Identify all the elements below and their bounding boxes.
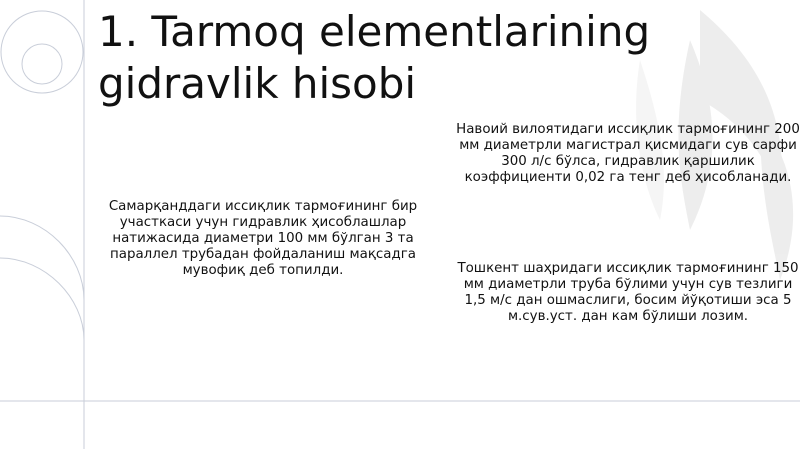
paragraph-right-top: Навоий вилоятидаги иссиқлик тармоғининг 200 мм диаметрли магистрал қисмидаги сув сарфи 300 л/с бўлса, гидравлик қаршилик коэффициенти 0,02 га тенг деб ҳисобланади.	[456, 122, 800, 185]
outer-circle	[1, 11, 83, 93]
inner-circle	[22, 44, 62, 84]
slide-title: 1. Tarmoq elementlarining gidravlik hisobi	[98, 7, 651, 108]
arch-lower	[0, 258, 84, 340]
paragraph-right-bottom: Тошкент шаҳридаги иссиқлик тармоғининг 150 мм диаметрли труба бўлими учун сув тезлиги 1,5 м/с дан ошмаслиги, босим йўқотиши эса 5 м.сув.уст. дан кам бўлиши лозим.	[457, 261, 799, 324]
paragraph-left: Самарқанддаги иссиқлик тармоғининг бир участкаси учун гидравлик ҳисоблашлар натижасида диаметри 100 мм бўлган 3 та параллел трубадан фойдаланиш мақсадга мувофиқ деб топилди.	[108, 199, 418, 278]
arch-upper	[0, 216, 84, 300]
